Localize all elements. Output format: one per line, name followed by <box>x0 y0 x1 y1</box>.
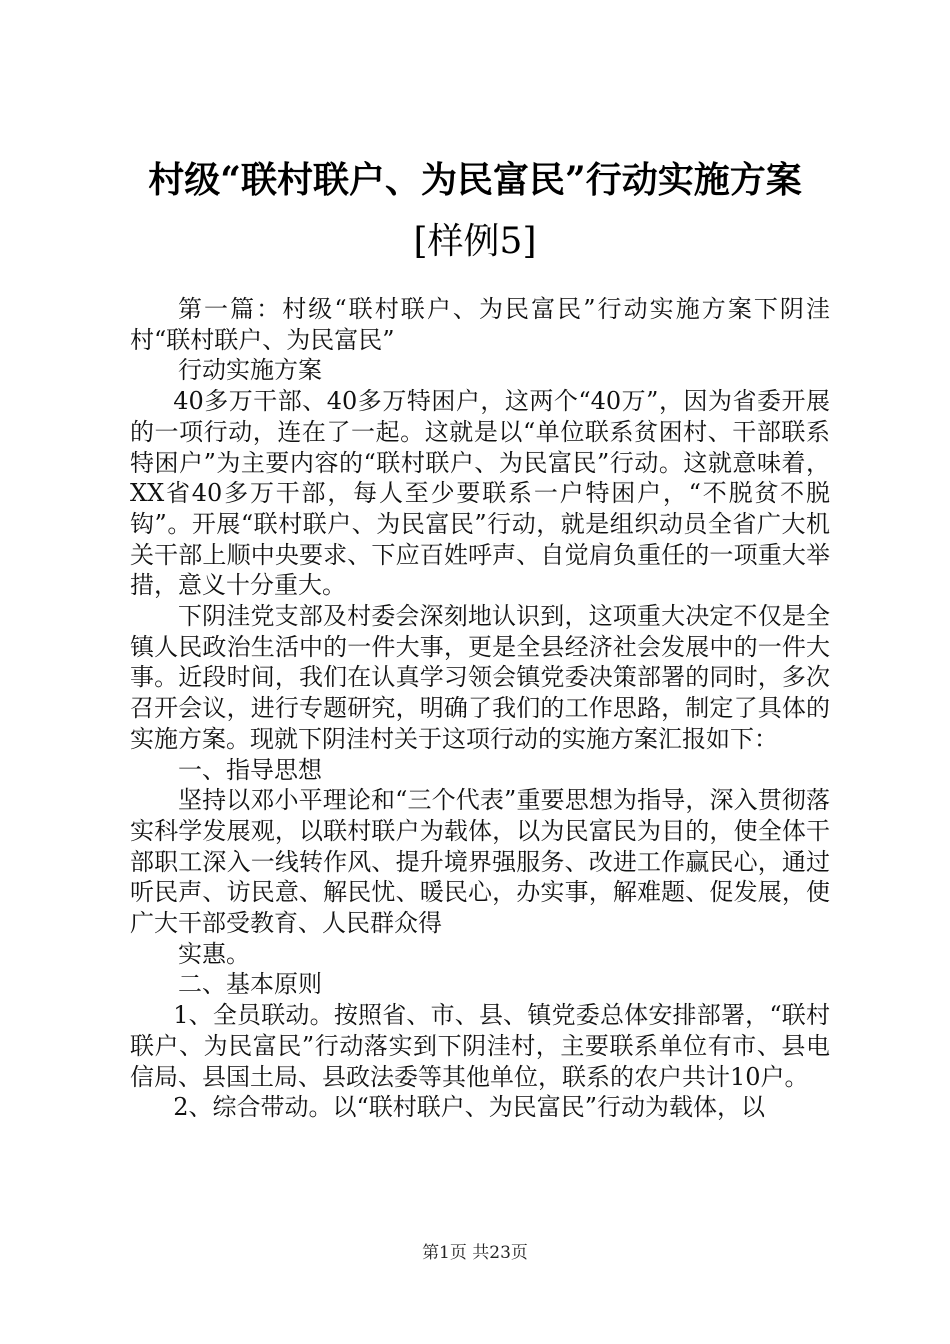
paragraph: 下阴洼党支部及村委会深刻地认识到，这项重大决定不仅是全镇人民政治生活中的一件大事，更是全县经济社会发展中的一件大事。近段时间，我们在认真学习领会镇党委决策部署的同时，多次召开会议，进行专题研究，明确了我们的工作思路，制定了具体的实施方案。现就下阴洼村关于这项行动的实施方案汇报如下： <box>130 602 830 753</box>
document-title: 村级“联村联户、为民富民”行动实施方案 <box>148 159 802 201</box>
paragraph: 2、综合带动。以“联村联户、为民富民”行动为载体，以 <box>173 1093 765 1122</box>
section-heading: 二、基本原则 <box>178 970 322 999</box>
page-footer: 第1页 共23页 <box>422 1243 528 1263</box>
paragraph: 1、全员联动。按照省、市、县、镇党委总体安排部署，“联村联户、为民富民”行动落实到下阴洼村，主要联系单位有市、县电信局、县国土局、县政法委等其他单位，联系的农户共计10户。 <box>130 1001 830 1091</box>
document-body <box>130 294 830 1123</box>
paragraph: 40多万干部、40多万特困户，这两个“40万”，因为省委开展的一项行动，连在了一起。这就是以“单位联系贫困村、干部联系特困户”为主要内容的“联村联户、为民富民”行动。这就意味着，XX省40多万干部，每人至少要联系一户特困户，“不脱贫不脱钩”。开展“联村联户、为民富民”行动，就是组织动员全省广大机关干部上顺中央要求、下应百姓呼声、自觉肩负重任的一项重大举措，意义十分重大。 <box>130 387 830 600</box>
paragraph: 第一篇：村级“联村联户、为民富民”行动实施方案下阴洼村“联村联户、为民富民” <box>130 295 830 354</box>
section-heading: 一、指导思想 <box>178 755 322 784</box>
paragraph: 坚持以邓小平理论和“三个代表”重要思想为指导，深入贯彻落实科学发展观，以联村联户为载体，以为民富民为目的，使全体干部职工深入一线转作风、提升境界强服务、改进工作赢民心，通过听民声、访民意、解民忧、暖民心，办实事，解难题、促发展，使广大干部受教育、人民群众得 <box>130 786 830 938</box>
paragraph: 实惠。 <box>178 939 250 968</box>
document-subtitle: [样例5] <box>413 221 537 262</box>
paragraph: 行动实施方案 <box>178 356 322 385</box>
